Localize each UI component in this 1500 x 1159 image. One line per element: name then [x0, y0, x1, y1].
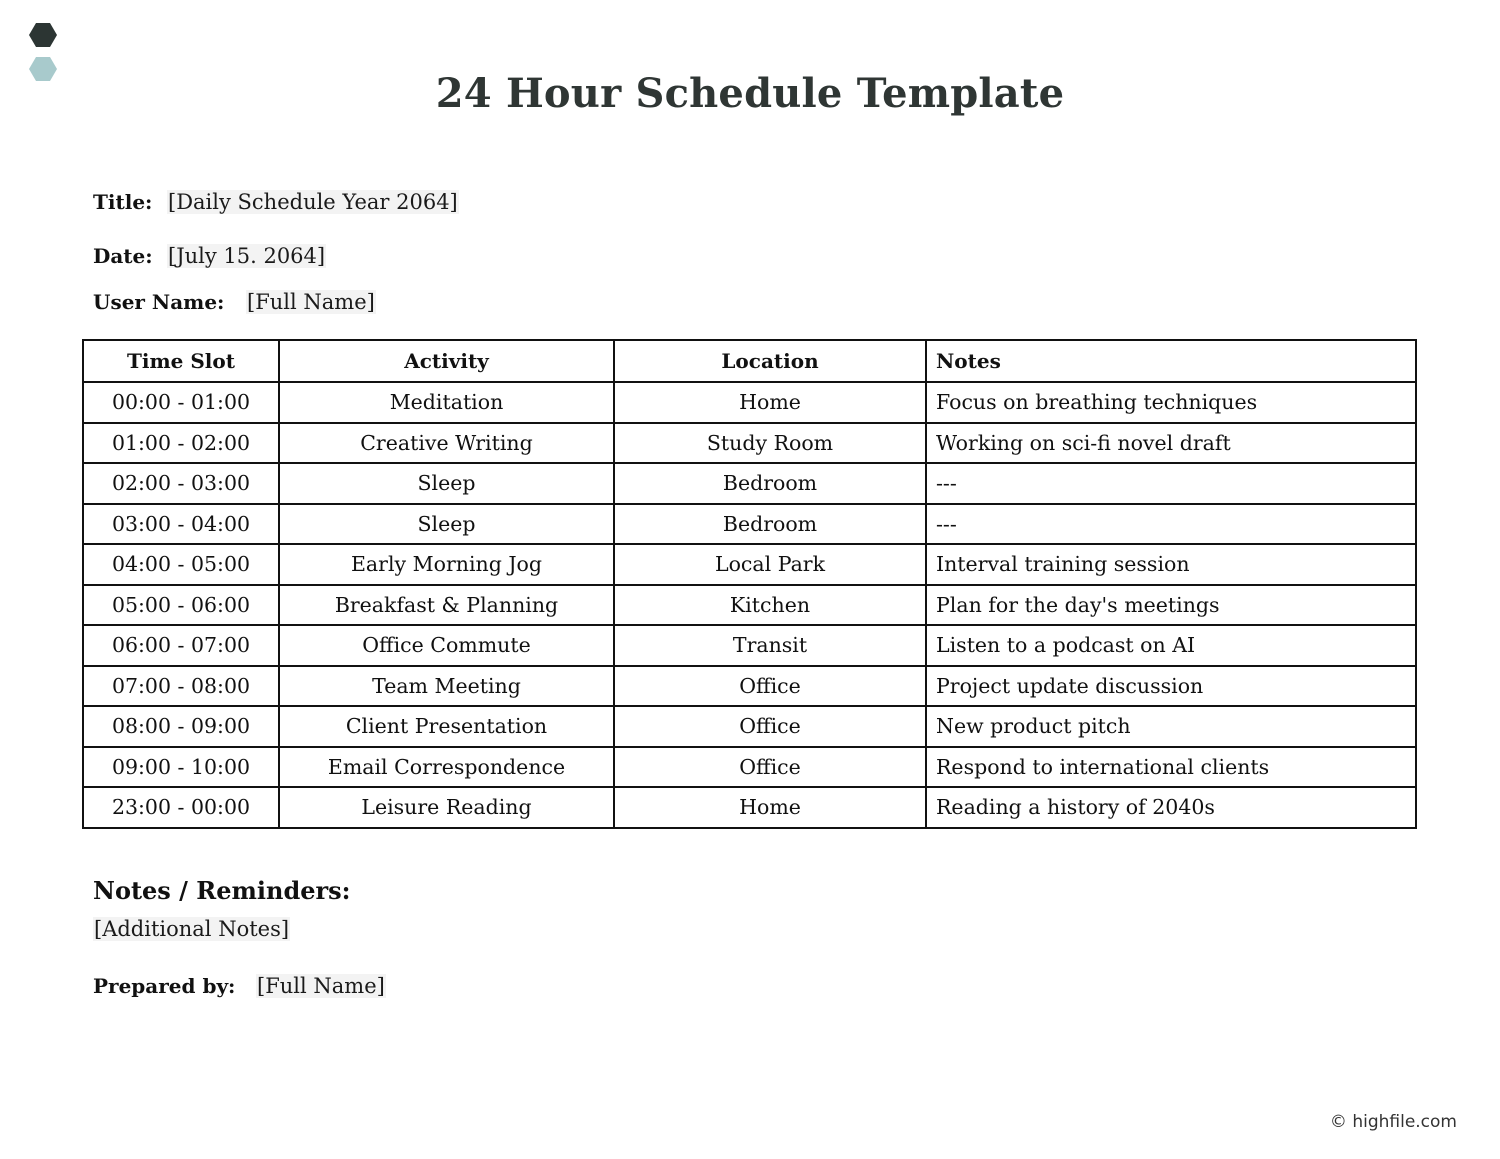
notes-cell[interactable]: --- [926, 463, 1416, 504]
table-row [83, 625, 1416, 666]
location-cell[interactable]: Office [614, 706, 926, 747]
time-slot-cell[interactable]: 08:00 - 09:00 [83, 706, 279, 747]
activity-cell[interactable]: Office Commute [279, 625, 614, 666]
location-cell[interactable]: Transit [614, 625, 926, 666]
notes-cell[interactable]: Focus on breathing techniques [926, 382, 1416, 423]
activity-cell[interactable]: Breakfast & Planning [279, 585, 614, 626]
location-cell[interactable]: Bedroom [614, 504, 926, 545]
time-slot-cell[interactable]: 02:00 - 03:00 [83, 463, 279, 504]
location-cell[interactable]: Study Room [614, 423, 926, 464]
table-row [83, 423, 1416, 464]
title-value[interactable]: [Daily Schedule Year 2064] [168, 190, 458, 214]
activity-cell[interactable]: Early Morning Jog [279, 544, 614, 585]
table-row [83, 463, 1416, 504]
time-slot-cell[interactable]: 04:00 - 05:00 [83, 544, 279, 585]
copyright-credit: © highfile.com [1329, 1112, 1457, 1132]
header-notes: Notes [926, 340, 1416, 382]
table-row [83, 706, 1416, 747]
notes-cell[interactable]: Reading a history of 2040s [926, 787, 1416, 828]
time-slot-cell[interactable]: 00:00 - 01:00 [83, 382, 279, 423]
user-name-field [93, 290, 376, 314]
notes-cell[interactable]: --- [926, 504, 1416, 545]
location-cell[interactable]: Bedroom [614, 463, 926, 504]
date-value[interactable]: [July 15. 2064] [168, 244, 326, 268]
time-slot-cell[interactable]: 23:00 - 00:00 [83, 787, 279, 828]
activity-cell[interactable]: Meditation [279, 382, 614, 423]
notes-cell[interactable]: Respond to international clients [926, 747, 1416, 788]
table-row [83, 787, 1416, 828]
notes-cell[interactable]: New product pitch [926, 706, 1416, 747]
activity-cell[interactable]: Sleep [279, 463, 614, 504]
page-title: 24 Hour Schedule Template [435, 70, 1065, 117]
activity-cell[interactable]: Leisure Reading [279, 787, 614, 828]
location-cell[interactable]: Local Park [614, 544, 926, 585]
prepared-by-field [93, 974, 386, 998]
location-cell[interactable]: Office [614, 666, 926, 707]
title-field [93, 190, 459, 214]
prepared-by-label: Prepared by: [93, 974, 236, 998]
date-label: Date: [93, 244, 153, 268]
activity-cell[interactable]: Team Meeting [279, 666, 614, 707]
notes-cell[interactable]: Working on sci-fi novel draft [926, 423, 1416, 464]
table-row [83, 382, 1416, 423]
notes-cell[interactable]: Plan for the day's meetings [926, 585, 1416, 626]
notes-cell[interactable]: Project update discussion [926, 666, 1416, 707]
location-cell[interactable]: Home [614, 787, 926, 828]
location-cell[interactable]: Office [614, 747, 926, 788]
location-cell[interactable]: Home [614, 382, 926, 423]
notes-cell[interactable]: Listen to a podcast on AI [926, 625, 1416, 666]
activity-cell[interactable]: Client Presentation [279, 706, 614, 747]
header-location: Location [614, 340, 926, 382]
table-header-row [83, 340, 1416, 382]
table-row [83, 585, 1416, 626]
user-name-value[interactable]: [Full Name] [247, 290, 375, 314]
activity-cell[interactable]: Creative Writing [279, 423, 614, 464]
date-field [93, 244, 326, 268]
notes-cell[interactable]: Interval training session [926, 544, 1416, 585]
additional-notes-field [93, 917, 290, 941]
notes-reminders-heading: Notes / Reminders: [93, 876, 351, 905]
title-label: Title: [93, 190, 153, 214]
dark-hexagon-icon [29, 23, 57, 47]
table-row [83, 747, 1416, 788]
time-slot-cell[interactable]: 07:00 - 08:00 [83, 666, 279, 707]
header-time-slot: Time Slot [83, 340, 279, 382]
time-slot-cell[interactable]: 03:00 - 04:00 [83, 504, 279, 545]
user-name-label: User Name: [93, 290, 225, 314]
time-slot-cell[interactable]: 01:00 - 02:00 [83, 423, 279, 464]
prepared-by-value[interactable]: [Full Name] [257, 974, 385, 998]
activity-cell[interactable]: Sleep [279, 504, 614, 545]
location-cell[interactable]: Kitchen [614, 585, 926, 626]
schedule-table [82, 339, 1417, 829]
header-activity: Activity [279, 340, 614, 382]
activity-cell[interactable]: Email Correspondence [279, 747, 614, 788]
table-row [83, 504, 1416, 545]
table-row [83, 666, 1416, 707]
table-row [83, 544, 1416, 585]
time-slot-cell[interactable]: 06:00 - 07:00 [83, 625, 279, 666]
time-slot-cell[interactable]: 09:00 - 10:00 [83, 747, 279, 788]
time-slot-cell[interactable]: 05:00 - 06:00 [83, 585, 279, 626]
additional-notes-value[interactable]: [Additional Notes] [94, 917, 290, 941]
